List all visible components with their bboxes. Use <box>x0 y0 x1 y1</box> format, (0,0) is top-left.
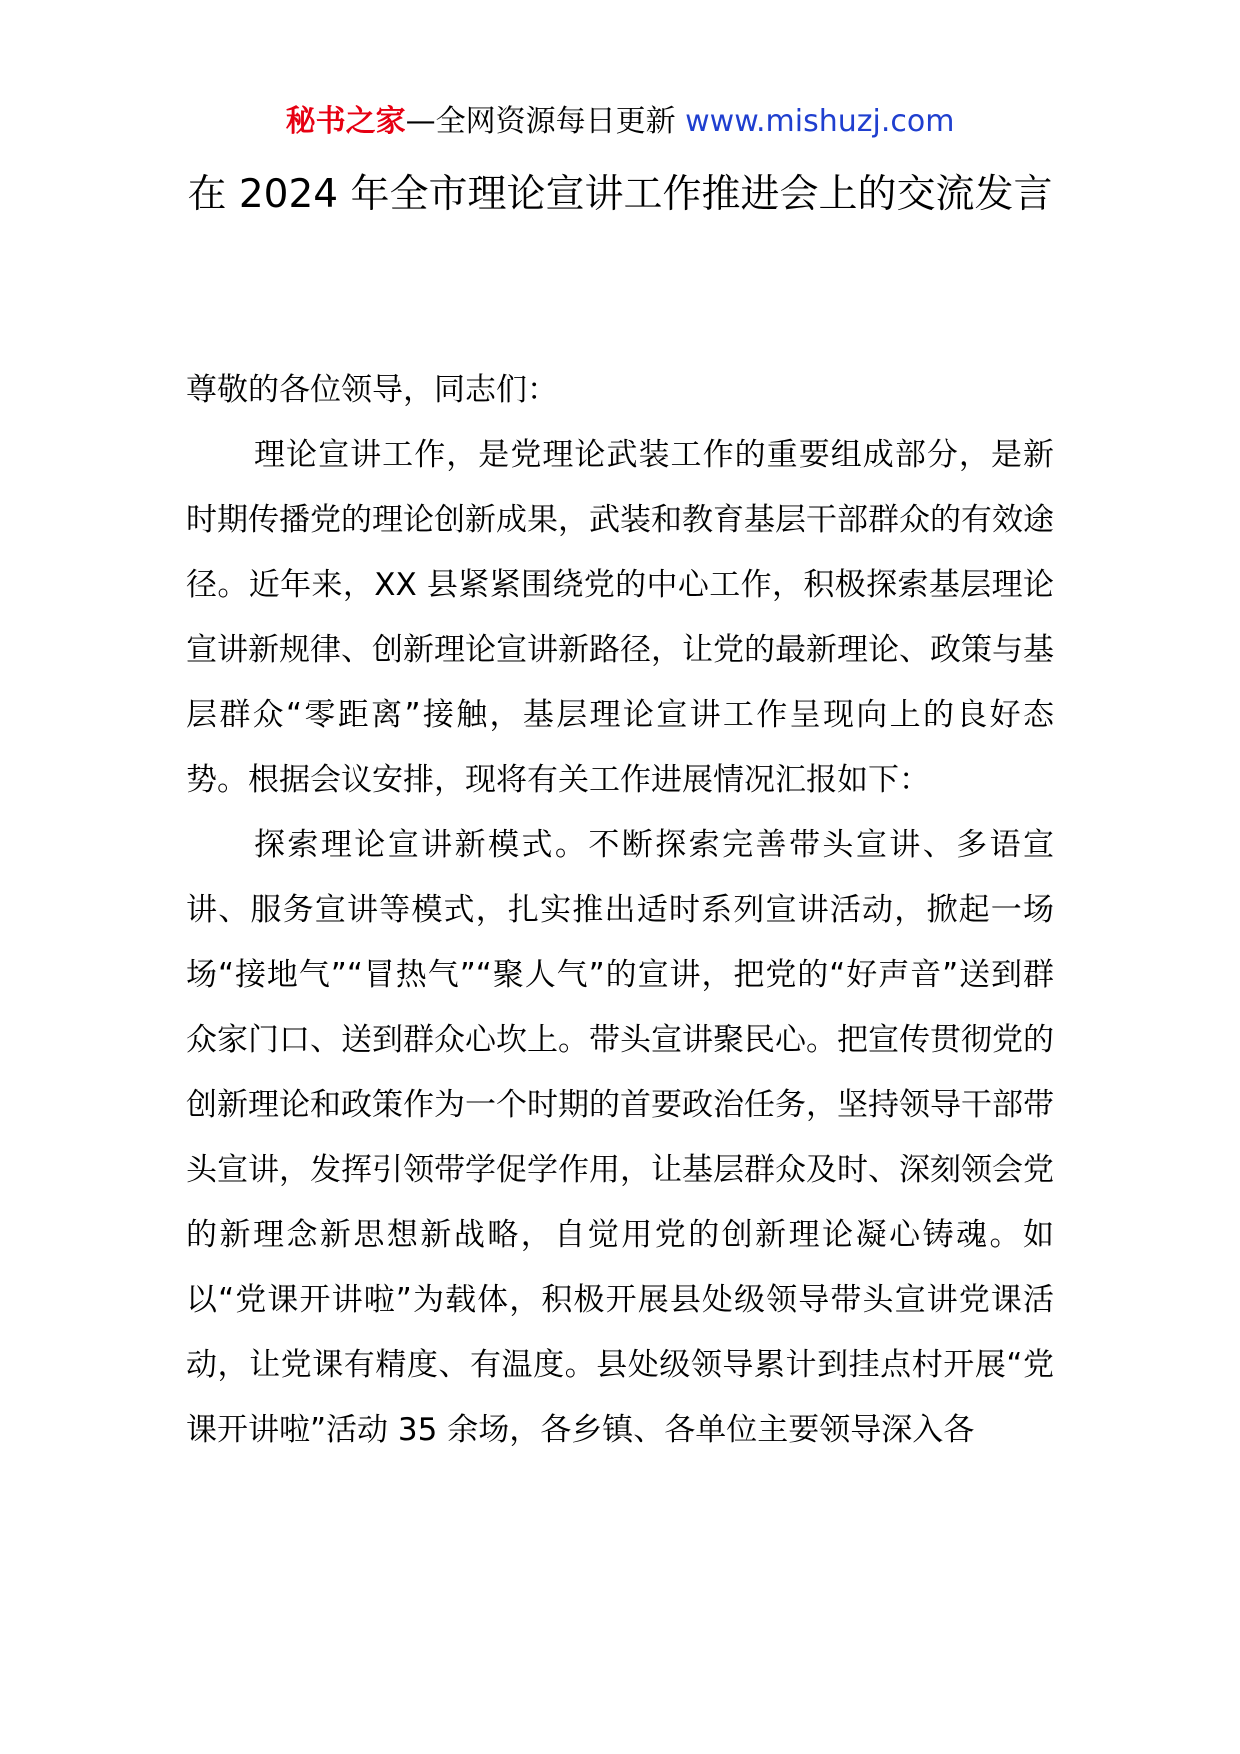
paragraph-new-mode: 探索理论宣讲新模式。不断探索完善带头宣讲、多语宣讲、服务宣讲等模式，扎实推出适时系列宣讲活动，掀起一场场“接地气”“冒热气”“聚人气”的宣讲，把党的“好声音”送到群众家门口、送到群众心坎上。带头宣讲聚民心。把宣传贯彻党的创新理论和政策作为一个时期的首要政治任务，坚持领导干部带头宣讲，发挥引领带学促学作用，让基层群众及时、深刻领会党的新理念新思想新战略，自觉用党的创新理论凝心铸魂。如以“党课开讲啦”为载体，积极开展县处级领导带头宣讲党课活动，让党课有精度、有温度。县处级领导累计到挂点村开展“党课开讲啦”活动 35 余场，各乡镇、各单位主要领导深入各 <box>186 827 1054 1448</box>
paragraph-intro: 理论宣讲工作，是党理论武装工作的重要组成部分，是新时期传播党的理论创新成果，武装和教育基层干部群众的有效途径。近年来，XX 县紧紧围绕党的中心工作，积极探索基层理论宣讲新规律、创新理论宣讲新路径，让党的最新理论、政策与基层群众“零距离”接触，基层理论宣讲工作呈现向上的良好态势。根据会议安排，现将有关工作进展情况汇报如下： <box>186 437 1054 798</box>
document-title: 在 2024 年全市理论宣讲工作推进会上的交流发言 <box>187 172 1053 217</box>
banner-url-link[interactable]: www.mishuzj.com <box>685 104 955 139</box>
banner-slogan: —全网资源每日更新 <box>405 104 676 139</box>
site-banner <box>0 100 1240 144</box>
document-body <box>186 358 1054 1463</box>
salutation: 尊敬的各位领导，同志们： <box>186 372 558 408</box>
banner-brand: 秘书之家 <box>285 104 406 139</box>
